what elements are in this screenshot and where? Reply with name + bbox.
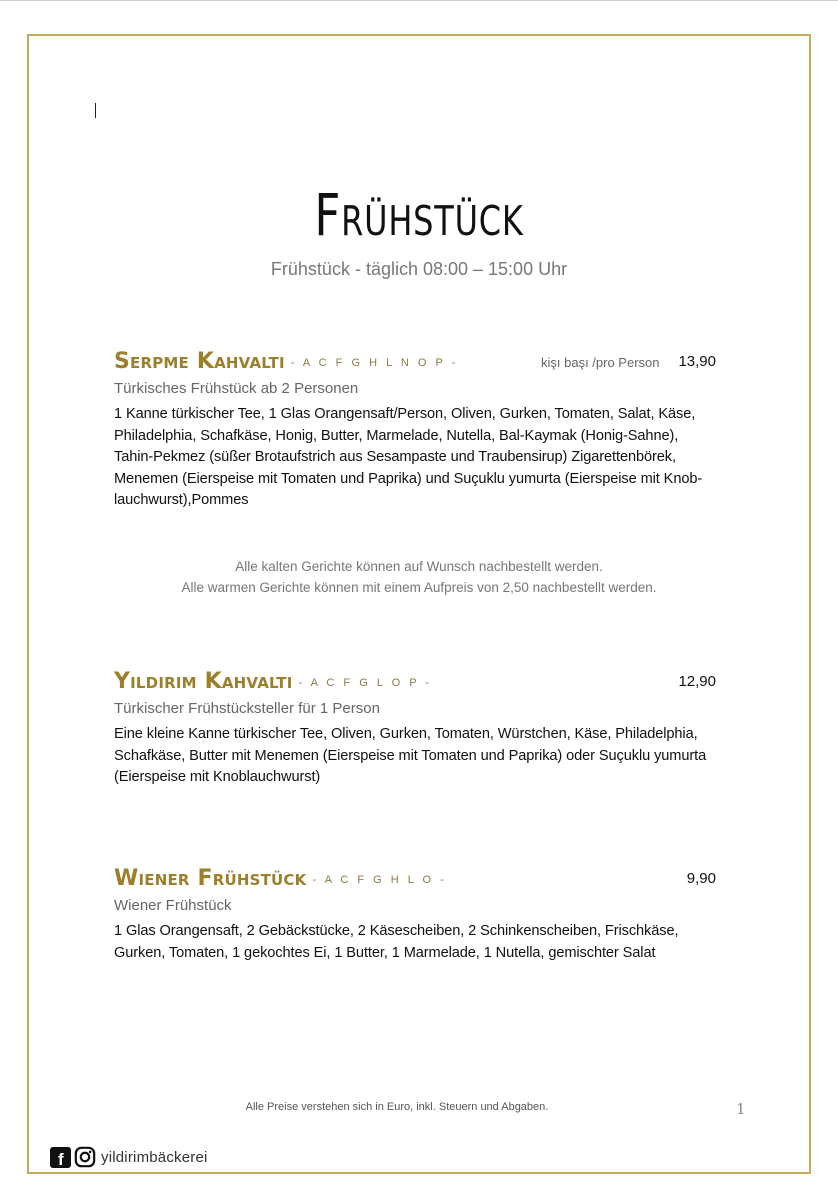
social-handle[interactable]: yildirimbäckerei xyxy=(101,1148,208,1166)
page-subtitle: Frühstück - täglich 08:00 – 15:00 Uhr xyxy=(270,259,568,279)
dish-description: 1 Glas Orangensaft, 2 Gebäckstücke, 2 Käsescheiben, 2 Schinkenscheiben, Frischkäse, Gurken, Tomaten, 1 gekochtes Ei, 1 Butter, 1 Marmelade, 1 Nutella, gemischter Salat xyxy=(114,923,679,961)
social-links xyxy=(50,1145,208,1169)
reorder-note-cold: Alle kalten Gerichte können auf Wunsch nachbestellt werden. xyxy=(235,559,603,574)
menu-item-serpme-kahvalti xyxy=(114,349,716,512)
price-disclaimer: Alle Preise verstehen sich in Euro, inkl. Steuern und Abgaben. xyxy=(245,1101,549,1113)
dish-subtitle: Wiener Frühstück xyxy=(114,897,232,914)
reorder-note xyxy=(0,556,838,598)
dish-price: 13,90 xyxy=(678,353,716,370)
dish-price: 9,90 xyxy=(686,870,716,887)
dish-name: Serpme Kahvalti xyxy=(114,349,285,374)
allergen-codes: - A C F G L O P - xyxy=(298,677,433,689)
dish-description: 1 Kanne türkischer Tee, 1 Glas Orangensaft/Person, Oliven, Gurken, Tomaten, Salat, Käse, Philadelphia, Schafkäse, Honig, Butter, Marmelade, Nutella, Bal-Kaymak (Honig-Sahne), Tahin-Pekmez (süßer Brotaufstrich aus Sesampaste und Traubensirup) Zigarettenbörek, Menemen (Eierspeise mit Tomaten und Paprika) und Suçuklu yumurta (Eierspeise mit Knob-lauchwurst),Pommes xyxy=(114,406,703,508)
menu-item-header xyxy=(114,349,716,377)
menu-item-header xyxy=(114,866,716,894)
per-person-label: kişı başı /pro Person xyxy=(541,355,660,370)
text-cursor xyxy=(95,103,96,118)
dish-name: Yildirim Kahvalti xyxy=(114,669,293,694)
top-divider xyxy=(0,0,838,1)
menu-item-header xyxy=(114,669,716,697)
page-number: 1 xyxy=(736,1100,746,1118)
page-title: Frühstück xyxy=(314,181,524,249)
allergen-codes: - A C F G H L N O P - xyxy=(290,357,459,369)
reorder-note-warm: Alle warmen Gerichte können mit einem Aufpreis von 2,50 nachbestellt werden. xyxy=(181,580,657,595)
dish-subtitle: Türkischer Frühstücksteller für 1 Person xyxy=(114,700,380,717)
dish-description: Eine kleine Kanne türkischer Tee, Oliven, Gurken, Tomaten, Würstchen, Käse, Philadelphia, Schafkäse, Butter mit Menemen (Eierspeise mit Tomaten und Paprika) oder Suçuklu yumurta (Eierspeise mit Knoblauchwurst) xyxy=(114,726,707,785)
dish-subtitle: Türkisches Frühstück ab 2 Personen xyxy=(114,380,359,397)
instagram-icon[interactable] xyxy=(74,1146,96,1168)
allergen-codes: - A C F G H L O - xyxy=(312,874,447,886)
menu-item-wiener-fruehstueck xyxy=(114,866,716,964)
menu-item-yildirim-kahvalti xyxy=(114,669,716,789)
dish-name: Wiener Frühstück xyxy=(114,866,307,891)
dish-price: 12,90 xyxy=(678,673,716,690)
facebook-icon[interactable]: f xyxy=(50,1147,71,1168)
